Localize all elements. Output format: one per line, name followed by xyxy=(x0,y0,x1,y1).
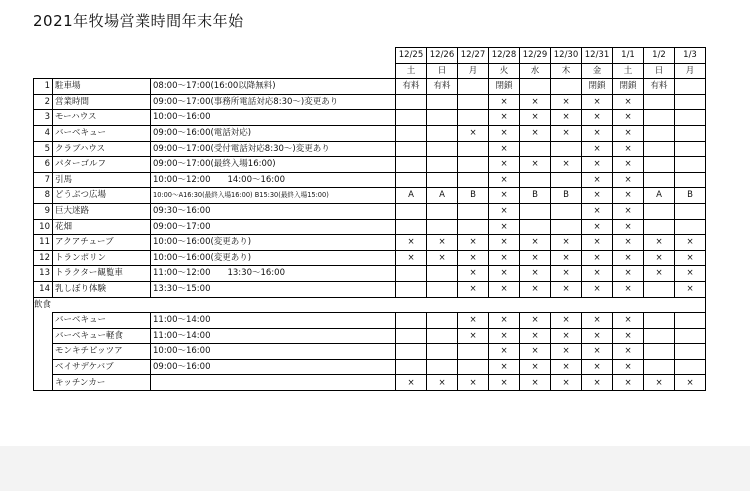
status-cell: × xyxy=(613,375,644,391)
facility-row xyxy=(34,172,706,188)
status-cell xyxy=(396,141,427,157)
status-cell: × xyxy=(613,328,644,344)
weekday-header: 月 xyxy=(675,63,706,79)
facility-row xyxy=(34,250,706,266)
status-cell: × xyxy=(551,125,582,141)
status-cell xyxy=(427,328,458,344)
status-cell: × xyxy=(613,172,644,188)
status-cell xyxy=(675,359,706,375)
status-cell: × xyxy=(582,281,613,297)
status-cell xyxy=(427,172,458,188)
header-blank xyxy=(34,48,396,64)
status-cell: × xyxy=(489,344,520,360)
status-cell: × xyxy=(613,94,644,110)
schedule-table xyxy=(33,47,706,391)
status-cell xyxy=(396,219,427,235)
status-cell xyxy=(396,359,427,375)
status-cell xyxy=(427,219,458,235)
facility-hours: 09:00～17:00(受付電話対応8:30～)変更あり xyxy=(151,141,396,157)
status-cell: B xyxy=(458,188,489,204)
facility-hours: 09:00～17:00(事務所電話対応8:30～)変更あり xyxy=(151,94,396,110)
status-cell xyxy=(427,157,458,173)
status-cell: × xyxy=(489,328,520,344)
weekday-header: 日 xyxy=(644,63,675,79)
facility-name: トランポリン xyxy=(53,250,151,266)
status-cell xyxy=(458,141,489,157)
status-cell: × xyxy=(520,94,551,110)
facility-name: 引馬 xyxy=(53,172,151,188)
row-number-blank xyxy=(34,375,53,391)
status-cell xyxy=(675,94,706,110)
status-cell: × xyxy=(582,188,613,204)
status-cell: × xyxy=(458,250,489,266)
facility-name: パターゴルフ xyxy=(53,157,151,173)
status-cell: × xyxy=(644,266,675,282)
status-cell: × xyxy=(489,250,520,266)
date-header: 12/30 xyxy=(551,48,582,64)
status-cell xyxy=(675,141,706,157)
status-cell: × xyxy=(520,266,551,282)
facility-hours: 10:00～12:00 14:00～16:00 xyxy=(151,172,396,188)
status-cell: × xyxy=(427,250,458,266)
status-cell xyxy=(644,328,675,344)
weekday-header: 木 xyxy=(551,63,582,79)
date-header: 1/3 xyxy=(675,48,706,64)
status-cell: × xyxy=(613,359,644,375)
status-cell: × xyxy=(613,281,644,297)
status-cell: × xyxy=(613,344,644,360)
status-cell: × xyxy=(582,359,613,375)
weekday-header: 土 xyxy=(396,63,427,79)
status-cell xyxy=(644,94,675,110)
row-number: 12 xyxy=(34,250,53,266)
status-cell xyxy=(458,359,489,375)
status-cell: × xyxy=(489,266,520,282)
row-number-blank xyxy=(34,313,53,329)
status-cell: × xyxy=(489,125,520,141)
status-cell: × xyxy=(551,313,582,329)
status-cell xyxy=(675,328,706,344)
status-cell: × xyxy=(489,94,520,110)
status-cell: × xyxy=(582,125,613,141)
status-cell: × xyxy=(489,203,520,219)
status-cell xyxy=(396,157,427,173)
status-cell xyxy=(427,141,458,157)
status-cell: × xyxy=(582,375,613,391)
status-cell: × xyxy=(675,250,706,266)
facility-hours: 09:00～17:00 xyxy=(151,219,396,235)
status-cell xyxy=(644,125,675,141)
status-cell xyxy=(675,344,706,360)
status-cell: × xyxy=(613,250,644,266)
status-cell: × xyxy=(551,344,582,360)
status-cell: × xyxy=(489,110,520,126)
status-cell xyxy=(458,203,489,219)
status-cell xyxy=(644,359,675,375)
status-cell: × xyxy=(582,313,613,329)
status-cell: × xyxy=(551,250,582,266)
status-cell: × xyxy=(582,157,613,173)
facility-hours: 09:00～16:00(電話対応) xyxy=(151,125,396,141)
facility-name: トラクター観覧車 xyxy=(53,266,151,282)
facility-name: モーハウス xyxy=(53,110,151,126)
status-cell: × xyxy=(582,141,613,157)
row-number: 10 xyxy=(34,219,53,235)
date-header: 1/2 xyxy=(644,48,675,64)
row-number-blank xyxy=(34,344,53,360)
status-cell: A xyxy=(644,188,675,204)
status-cell: 有料 xyxy=(427,79,458,95)
status-cell: 閉鎖 xyxy=(489,79,520,95)
food-row xyxy=(34,328,706,344)
facility-name: バーベキュー xyxy=(53,125,151,141)
facility-name: 花畑 xyxy=(53,219,151,235)
status-cell xyxy=(520,203,551,219)
weekday-header: 水 xyxy=(520,63,551,79)
date-header: 1/1 xyxy=(613,48,644,64)
facility-row xyxy=(34,219,706,235)
status-cell: × xyxy=(582,328,613,344)
status-cell: × xyxy=(613,219,644,235)
status-cell: × xyxy=(551,328,582,344)
facility-hours: 11:00～12:00 13:30～16:00 xyxy=(151,266,396,282)
status-cell: × xyxy=(551,359,582,375)
row-number: 6 xyxy=(34,157,53,173)
status-cell xyxy=(644,344,675,360)
weekday-header: 金 xyxy=(582,63,613,79)
facility-name: 営業時間 xyxy=(53,94,151,110)
status-cell: × xyxy=(582,219,613,235)
status-cell xyxy=(644,219,675,235)
status-cell: × xyxy=(520,344,551,360)
food-name: モンキチピッツア xyxy=(53,344,151,360)
status-cell xyxy=(675,157,706,173)
status-cell xyxy=(396,344,427,360)
status-cell xyxy=(458,172,489,188)
date-header-row xyxy=(34,48,706,64)
food-section-row xyxy=(34,297,706,313)
status-cell: A xyxy=(427,188,458,204)
facility-hours: 08:00～17:00(16:00以降無料) xyxy=(151,79,396,95)
status-cell: × xyxy=(551,94,582,110)
food-name: ベイサデケバブ xyxy=(53,359,151,375)
status-cell xyxy=(675,125,706,141)
status-cell xyxy=(396,125,427,141)
food-name: バーベキュー xyxy=(53,313,151,329)
status-cell: × xyxy=(427,375,458,391)
status-cell: × xyxy=(396,250,427,266)
status-cell: × xyxy=(489,172,520,188)
row-number: 7 xyxy=(34,172,53,188)
status-cell: × xyxy=(551,157,582,173)
food-hours xyxy=(151,375,396,391)
row-number: 8 xyxy=(34,188,53,204)
status-cell: × xyxy=(613,266,644,282)
status-cell: × xyxy=(489,281,520,297)
row-number: 14 xyxy=(34,281,53,297)
status-cell: × xyxy=(582,266,613,282)
status-cell xyxy=(644,141,675,157)
status-cell: × xyxy=(458,125,489,141)
facility-row xyxy=(34,266,706,282)
date-header: 12/25 xyxy=(396,48,427,64)
status-cell: × xyxy=(489,359,520,375)
status-cell: × xyxy=(582,203,613,219)
status-cell: × xyxy=(551,375,582,391)
status-cell xyxy=(644,110,675,126)
status-cell xyxy=(458,157,489,173)
facility-row xyxy=(34,110,706,126)
facility-row xyxy=(34,235,706,251)
status-cell: 有料 xyxy=(396,79,427,95)
row-number: 13 xyxy=(34,266,53,282)
status-cell: × xyxy=(551,266,582,282)
status-cell xyxy=(458,79,489,95)
status-cell xyxy=(427,203,458,219)
status-cell: × xyxy=(675,235,706,251)
date-header: 12/26 xyxy=(427,48,458,64)
facility-hours: 10:00～16:00(変更あり) xyxy=(151,250,396,266)
status-cell: × xyxy=(613,235,644,251)
status-cell: B xyxy=(551,188,582,204)
status-cell xyxy=(551,172,582,188)
status-cell: × xyxy=(520,359,551,375)
status-cell: × xyxy=(551,235,582,251)
facility-hours: 09:30～16:00 xyxy=(151,203,396,219)
food-hours: 11:00～14:00 xyxy=(151,313,396,329)
facility-name: どうぶつ広場 xyxy=(53,188,151,204)
status-cell xyxy=(427,359,458,375)
status-cell xyxy=(427,281,458,297)
status-cell xyxy=(675,79,706,95)
status-cell xyxy=(427,94,458,110)
facility-row xyxy=(34,188,706,204)
status-cell: A xyxy=(396,188,427,204)
status-cell: × xyxy=(489,157,520,173)
status-cell: × xyxy=(582,110,613,126)
status-cell: × xyxy=(613,313,644,329)
facility-name: 巨大迷路 xyxy=(53,203,151,219)
status-cell: × xyxy=(613,141,644,157)
facility-hours: 10:00～16:00 xyxy=(151,110,396,126)
status-cell: × xyxy=(458,281,489,297)
status-cell: × xyxy=(520,313,551,329)
date-header: 12/28 xyxy=(489,48,520,64)
facility-row xyxy=(34,141,706,157)
status-cell xyxy=(458,110,489,126)
status-cell: × xyxy=(613,203,644,219)
facility-hours: 10:00～A16:30(最終入場16:00) B15:30(最終入場15:00) xyxy=(151,188,396,204)
status-cell: × xyxy=(644,375,675,391)
status-cell: × xyxy=(489,188,520,204)
weekday-header: 火 xyxy=(489,63,520,79)
status-cell: × xyxy=(489,219,520,235)
status-cell: 有料 xyxy=(644,79,675,95)
status-cell xyxy=(520,219,551,235)
status-cell xyxy=(427,125,458,141)
food-hours: 09:00～16:00 xyxy=(151,359,396,375)
status-cell xyxy=(551,141,582,157)
status-cell xyxy=(520,79,551,95)
row-number-blank xyxy=(34,328,53,344)
status-cell xyxy=(675,110,706,126)
status-cell: × xyxy=(675,375,706,391)
status-cell: × xyxy=(675,281,706,297)
row-number-blank xyxy=(34,359,53,375)
status-cell xyxy=(458,344,489,360)
status-cell: × xyxy=(520,125,551,141)
status-cell: × xyxy=(489,375,520,391)
status-cell: × xyxy=(520,250,551,266)
status-cell xyxy=(427,344,458,360)
weekday-header: 日 xyxy=(427,63,458,79)
weekday-header: 月 xyxy=(458,63,489,79)
weekday-header: 土 xyxy=(613,63,644,79)
status-cell: × xyxy=(613,157,644,173)
status-cell xyxy=(675,313,706,329)
food-name: バーベキュー軽食 xyxy=(53,328,151,344)
status-cell xyxy=(551,219,582,235)
status-cell: B xyxy=(520,188,551,204)
date-header: 12/31 xyxy=(582,48,613,64)
status-cell: × xyxy=(489,141,520,157)
facility-hours: 10:00～16:00(変更あり) xyxy=(151,235,396,251)
status-cell: × xyxy=(613,110,644,126)
status-cell xyxy=(644,281,675,297)
facility-row xyxy=(34,157,706,173)
status-cell: × xyxy=(582,235,613,251)
row-number: 9 xyxy=(34,203,53,219)
food-hours: 11:00～14:00 xyxy=(151,328,396,344)
facility-row xyxy=(34,125,706,141)
status-cell: B xyxy=(675,188,706,204)
status-cell: × xyxy=(582,94,613,110)
status-cell: × xyxy=(520,281,551,297)
status-cell: 閉鎖 xyxy=(613,79,644,95)
facility-name: 駐車場 xyxy=(53,79,151,95)
food-row xyxy=(34,313,706,329)
food-row xyxy=(34,359,706,375)
food-name: キッチンカー xyxy=(53,375,151,391)
food-hours: 10:00～16:00 xyxy=(151,344,396,360)
status-cell xyxy=(551,203,582,219)
status-cell xyxy=(427,110,458,126)
facility-name: クラブハウス xyxy=(53,141,151,157)
row-number: 2 xyxy=(34,94,53,110)
status-cell: × xyxy=(396,375,427,391)
status-cell: × xyxy=(458,313,489,329)
facility-name: 乳しぼり体験 xyxy=(53,281,151,297)
status-cell: × xyxy=(396,235,427,251)
status-cell xyxy=(675,219,706,235)
facility-row xyxy=(34,203,706,219)
facility-name: アクアチューブ xyxy=(53,235,151,251)
status-cell: × xyxy=(520,375,551,391)
status-cell: × xyxy=(644,235,675,251)
status-cell xyxy=(644,203,675,219)
facility-row xyxy=(34,281,706,297)
status-cell xyxy=(427,266,458,282)
status-cell xyxy=(675,172,706,188)
row-number: 1 xyxy=(34,79,53,95)
status-cell: × xyxy=(520,157,551,173)
status-cell: × xyxy=(520,328,551,344)
status-cell xyxy=(520,141,551,157)
status-cell: × xyxy=(551,281,582,297)
header-blank xyxy=(34,63,396,79)
facility-row xyxy=(34,94,706,110)
status-cell: × xyxy=(551,110,582,126)
status-cell: × xyxy=(644,250,675,266)
status-cell: 閉鎖 xyxy=(582,79,613,95)
row-number: 4 xyxy=(34,125,53,141)
status-cell xyxy=(396,172,427,188)
status-cell xyxy=(458,94,489,110)
status-cell: × xyxy=(489,313,520,329)
status-cell: × xyxy=(520,235,551,251)
status-cell xyxy=(644,172,675,188)
status-cell xyxy=(396,110,427,126)
status-cell xyxy=(644,313,675,329)
status-cell xyxy=(675,203,706,219)
food-row xyxy=(34,375,706,391)
status-cell: × xyxy=(458,235,489,251)
status-cell xyxy=(520,172,551,188)
status-cell: × xyxy=(582,344,613,360)
row-number: 11 xyxy=(34,235,53,251)
status-cell: × xyxy=(582,172,613,188)
facility-hours: 09:00～17:00(最終入場16:00) xyxy=(151,157,396,173)
weekday-header-row xyxy=(34,63,706,79)
status-cell xyxy=(396,313,427,329)
status-cell: × xyxy=(489,235,520,251)
status-cell: × xyxy=(458,266,489,282)
status-cell: × xyxy=(520,110,551,126)
status-cell xyxy=(396,266,427,282)
status-cell xyxy=(427,313,458,329)
status-cell: × xyxy=(582,250,613,266)
row-number: 5 xyxy=(34,141,53,157)
status-cell: × xyxy=(675,266,706,282)
date-header: 12/27 xyxy=(458,48,489,64)
date-header: 12/29 xyxy=(520,48,551,64)
facility-hours: 13:30～15:00 xyxy=(151,281,396,297)
status-cell xyxy=(396,203,427,219)
food-section-label: 飲食 xyxy=(34,297,706,313)
row-number: 3 xyxy=(34,110,53,126)
status-cell xyxy=(458,219,489,235)
status-cell xyxy=(396,281,427,297)
status-cell: × xyxy=(613,188,644,204)
status-cell: × xyxy=(458,375,489,391)
food-row xyxy=(34,344,706,360)
status-cell xyxy=(551,79,582,95)
status-cell xyxy=(644,157,675,173)
status-cell: × xyxy=(427,235,458,251)
status-cell xyxy=(396,94,427,110)
status-cell: × xyxy=(613,125,644,141)
facility-row xyxy=(34,79,706,95)
status-cell xyxy=(396,328,427,344)
status-cell: × xyxy=(458,328,489,344)
page-title: 2021年牧場営業時間年末年始 xyxy=(33,12,244,30)
